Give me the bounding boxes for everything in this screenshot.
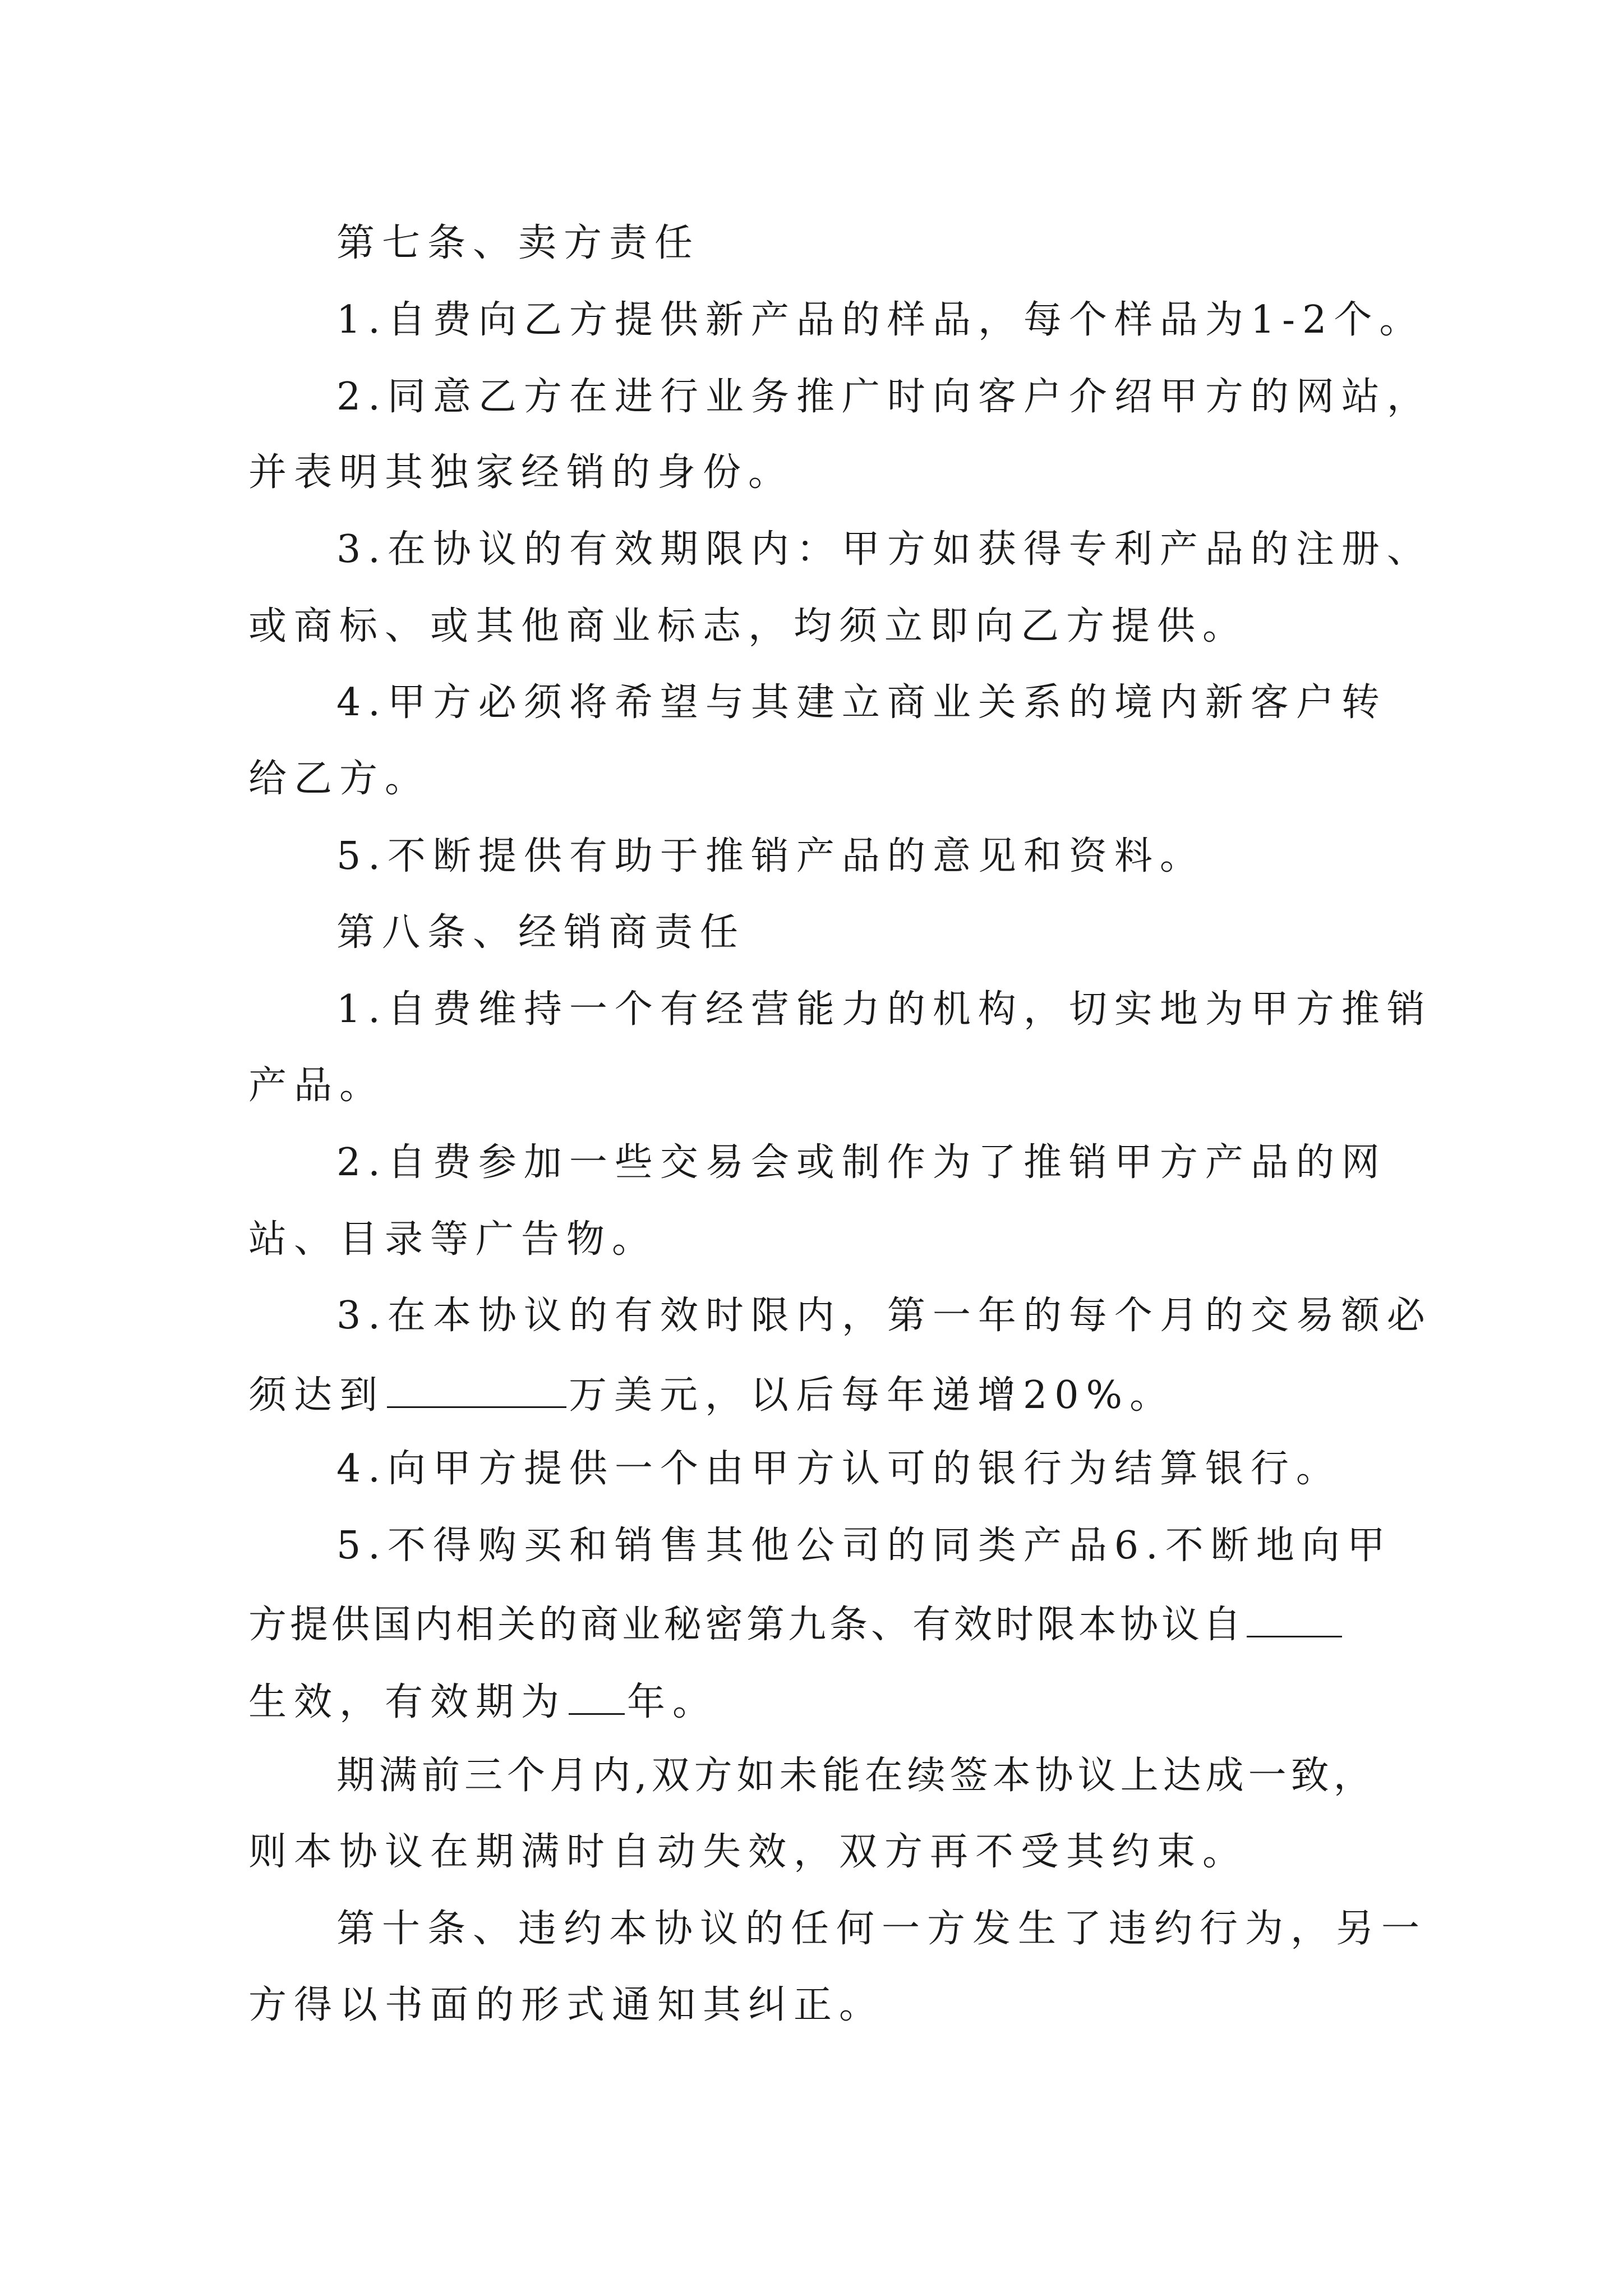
paragraph-line: 5.不得购买和销售其他公司的同类产品6.不断地向甲	[336, 1524, 1393, 1568]
term-suffix: 年。	[627, 1680, 718, 1724]
article-8-heading: 第八条、经销商责任	[336, 910, 746, 955]
paragraph-line: 2.自费参加一些交易会或制作为了推销甲方产品的网	[336, 1140, 1387, 1185]
paragraph-line: 1.自费维持一个有经营能力的机构，切实地为甲方推销	[336, 987, 1432, 1032]
paragraph-line: 则本协议在期满时自动失效，双方再不受其约束。	[248, 1830, 1248, 1874]
paragraph-line: 期满前三个月内,双方如未能在续签本协议上达成一致，	[336, 1754, 1376, 1798]
paragraph-line: 方得以书面的形式通知其纠正。	[248, 1983, 885, 2027]
paragraph-line: 产品。	[248, 1064, 385, 1108]
paragraph-line: 或商标、或其他商业标志，均须立即向乙方提供。	[248, 604, 1248, 648]
article-9-text: 方提供国内相关的商业秘密第九条、有效时限本协议自	[248, 1603, 1245, 1647]
paragraph-line: 给乙方。	[248, 757, 431, 801]
article-7-heading: 第七条、卖方责任	[336, 221, 700, 265]
paragraph-line-with-blank	[248, 1373, 1175, 1418]
amount-blank	[387, 1374, 566, 1408]
effective-date-blank	[1247, 1603, 1342, 1637]
amount-suffix: 万美元，以后每年递增20%。	[569, 1373, 1175, 1418]
paragraph-line-with-blank	[248, 1603, 1344, 1647]
paragraph-line: 1.自费向乙方提供新产品的样品，每个样品为1-2个。	[336, 298, 1425, 342]
paragraph-line: 3.在协议的有效期限内：甲方如获得专利产品的注册、	[336, 527, 1432, 572]
term-years-blank	[569, 1681, 625, 1715]
term-prefix: 生效，有效期为	[248, 1680, 567, 1724]
paragraph-line-with-blank	[248, 1681, 718, 1722]
article-10-paragraph: 第十条、违约本协议的任何一方发生了违约行为，另一	[336, 1907, 1427, 1951]
paragraph-line: 站、目录等广告物。	[248, 1217, 658, 1262]
amount-prefix: 须达到	[248, 1373, 385, 1418]
paragraph-line: 并表明其独家经销的身份。	[248, 450, 794, 495]
paragraph-line: 4.甲方必须将希望与其建立商业关系的境内新客户转	[336, 680, 1387, 725]
paragraph-line: 3.在本协议的有效时限内，第一年的每个月的交易额必	[336, 1294, 1432, 1338]
paragraph-line: 2.同意乙方在进行业务推广时向客户介绍甲方的网站，	[336, 375, 1432, 419]
paragraph-line: 4.向甲方提供一个由甲方认可的银行为结算银行。	[336, 1447, 1341, 1491]
paragraph-line: 5.不断提供有助于推销产品的意见和资料。	[336, 834, 1205, 878]
